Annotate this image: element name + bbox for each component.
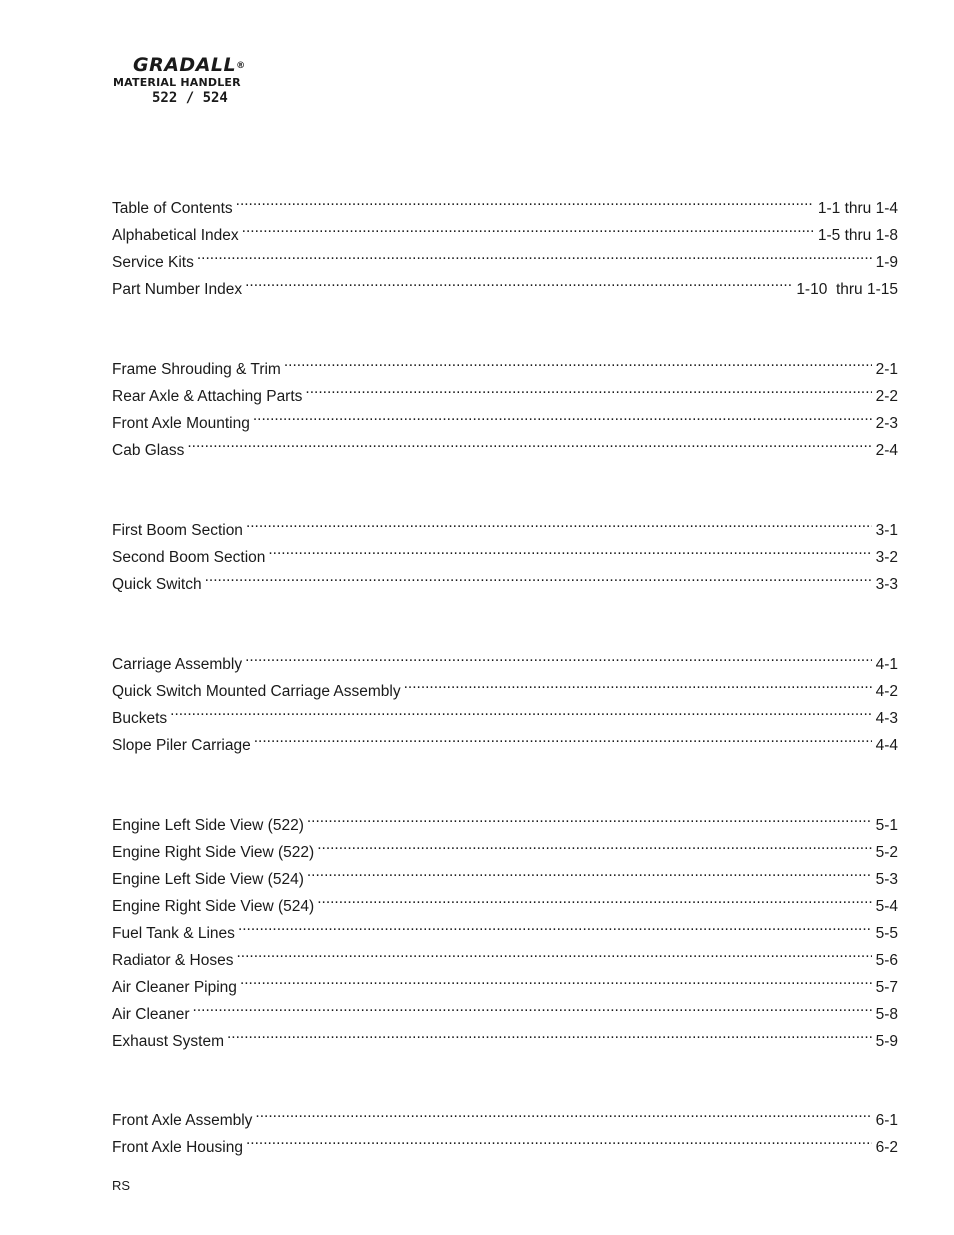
toc-dot-leader (227, 1026, 872, 1046)
toc-dot-leader (236, 945, 871, 965)
toc-entry (112, 354, 898, 378)
toc-dot-leader (305, 381, 871, 401)
toc-dot-leader (236, 193, 814, 213)
toc-entry (112, 1105, 898, 1129)
toc-entry (112, 381, 898, 405)
toc-entry-page: 4-2 (875, 683, 898, 700)
toc-dot-leader (193, 999, 872, 1019)
toc-dot-leader (255, 1105, 871, 1125)
toc-entry-page: 4-3 (875, 710, 898, 727)
toc-entry (112, 649, 898, 673)
toc-dot-leader (245, 274, 792, 294)
toc-entry-title: Cab Glass (112, 442, 185, 459)
toc-entry-title: Engine Left Side View (522) (112, 817, 304, 834)
toc-entry-title: Air Cleaner Piping (112, 979, 237, 996)
toc-dot-leader (307, 864, 872, 884)
toc-entry (112, 972, 898, 996)
toc-entry (112, 810, 898, 834)
toc-dot-leader (246, 1132, 872, 1152)
toc-entry-page: 3-3 (875, 576, 898, 593)
toc-dot-leader (317, 837, 871, 857)
toc-entry (112, 274, 898, 298)
toc-entry-title: Engine Left Side View (524) (112, 871, 304, 888)
toc-dot-leader (404, 676, 872, 696)
toc-entry-page: 5-7 (875, 979, 898, 996)
toc-entry (112, 193, 898, 217)
toc-entry-title: Rear Axle & Attaching Parts (112, 388, 303, 405)
toc-entry-title: Frame Shrouding & Trim (112, 361, 281, 378)
toc-entry-title: Quick Switch Mounted Carriage Assembly (112, 683, 401, 700)
toc-entry-page: 5-5 (875, 925, 898, 942)
toc-entry-title: Fuel Tank & Lines (112, 925, 235, 942)
toc-entry-title: Slope Piler Carriage (112, 737, 251, 754)
toc-dot-leader (246, 515, 872, 535)
toc-dot-leader (307, 810, 872, 830)
toc-entry-title: Radiator & Hoses (112, 952, 234, 969)
toc-entry (112, 247, 898, 271)
toc-entry (112, 435, 898, 459)
toc-entry-page: 3-2 (875, 549, 898, 566)
toc-entry-page: 3-1 (875, 522, 898, 539)
logo-brand-text: GRADALL (133, 54, 237, 76)
toc-entry (112, 703, 898, 727)
toc-entry-page: 5-2 (875, 844, 898, 861)
toc-dot-leader (284, 354, 872, 374)
toc-entry-page: 4-1 (875, 656, 898, 673)
toc-entry-page: 5-9 (875, 1033, 898, 1050)
toc-dot-leader (253, 408, 872, 428)
toc-entry (112, 542, 898, 566)
toc-entry-title: Service Kits (112, 254, 194, 271)
toc-dot-leader (238, 918, 872, 938)
toc-entry-page: 1-10 thru 1-15 (796, 281, 898, 298)
toc-entry-title: Table of Contents (112, 200, 233, 217)
toc-entry-title: Part Number Index (112, 281, 243, 298)
toc-entry-title: Engine Right Side View (524) (112, 898, 315, 915)
toc-entry-page: 5-8 (875, 1006, 898, 1023)
gradall-logo (112, 54, 272, 106)
toc-entry (112, 569, 898, 593)
registered-mark: ® (236, 61, 246, 71)
toc-entry (112, 676, 898, 700)
toc-dot-leader (254, 730, 872, 750)
toc-dot-leader (245, 649, 872, 669)
toc-entry (112, 999, 898, 1023)
toc-entry-title: Front Axle Assembly (112, 1112, 253, 1129)
toc-entry-page: 1-5 thru 1-8 (817, 227, 898, 244)
toc-entry-title: First Boom Section (112, 522, 243, 539)
toc-entry-page: 4-4 (875, 737, 898, 754)
toc-entry-page: 2-3 (875, 415, 898, 432)
footer-code: RS (112, 1178, 131, 1193)
toc-dot-leader (187, 435, 871, 455)
toc-entry (112, 864, 898, 888)
toc-entry (112, 515, 898, 539)
toc-entry-page: 1-1 thru 1-4 (817, 200, 898, 217)
toc-entry-page: 5-4 (875, 898, 898, 915)
toc-entry-page: 6-1 (875, 1112, 898, 1129)
toc-entry-page: 1-9 (875, 254, 898, 271)
toc-entry (112, 837, 898, 861)
toc-entry-page: 5-3 (875, 871, 898, 888)
toc-entry-title: Quick Switch (112, 576, 202, 593)
toc-dot-leader (317, 891, 871, 911)
toc-entry (112, 918, 898, 942)
toc-entry-page: 6-2 (875, 1139, 898, 1156)
toc-entry (112, 730, 898, 754)
toc-entry (112, 1026, 898, 1050)
toc-entry (112, 945, 898, 969)
toc-entry-title: Engine Right Side View (522) (112, 844, 315, 861)
toc-entry-page: 5-1 (875, 817, 898, 834)
toc-entry-page: 2-1 (875, 361, 898, 378)
toc-dot-leader (170, 703, 871, 723)
toc-entry-title: Front Axle Mounting (112, 415, 250, 432)
logo-brand (133, 54, 272, 76)
toc-entry-title: Air Cleaner (112, 1006, 190, 1023)
toc-entry-title: Front Axle Housing (112, 1139, 243, 1156)
logo-product: MATERIAL HANDLER (113, 76, 241, 89)
toc-entry-title: Carriage Assembly (112, 656, 243, 673)
toc-entry-page: 2-4 (875, 442, 898, 459)
toc-entry-page: 5-6 (875, 952, 898, 969)
toc-entry-title: Second Boom Section (112, 549, 266, 566)
toc-entry (112, 220, 898, 244)
toc-entry-title: Buckets (112, 710, 168, 727)
toc-dot-leader (268, 542, 871, 562)
toc-entry-page: 2-2 (875, 388, 898, 405)
toc-entry (112, 408, 898, 432)
toc-dot-leader (205, 569, 872, 589)
toc-entry-title: Alphabetical Index (112, 227, 239, 244)
toc-dot-leader (197, 247, 872, 267)
toc-dot-leader (242, 220, 814, 240)
toc-dot-leader (240, 972, 872, 992)
toc-entry-title: Exhaust System (112, 1033, 224, 1050)
toc-entry (112, 1132, 898, 1156)
toc-entry (112, 891, 898, 915)
logo-model: 522 / 524 (152, 90, 228, 106)
